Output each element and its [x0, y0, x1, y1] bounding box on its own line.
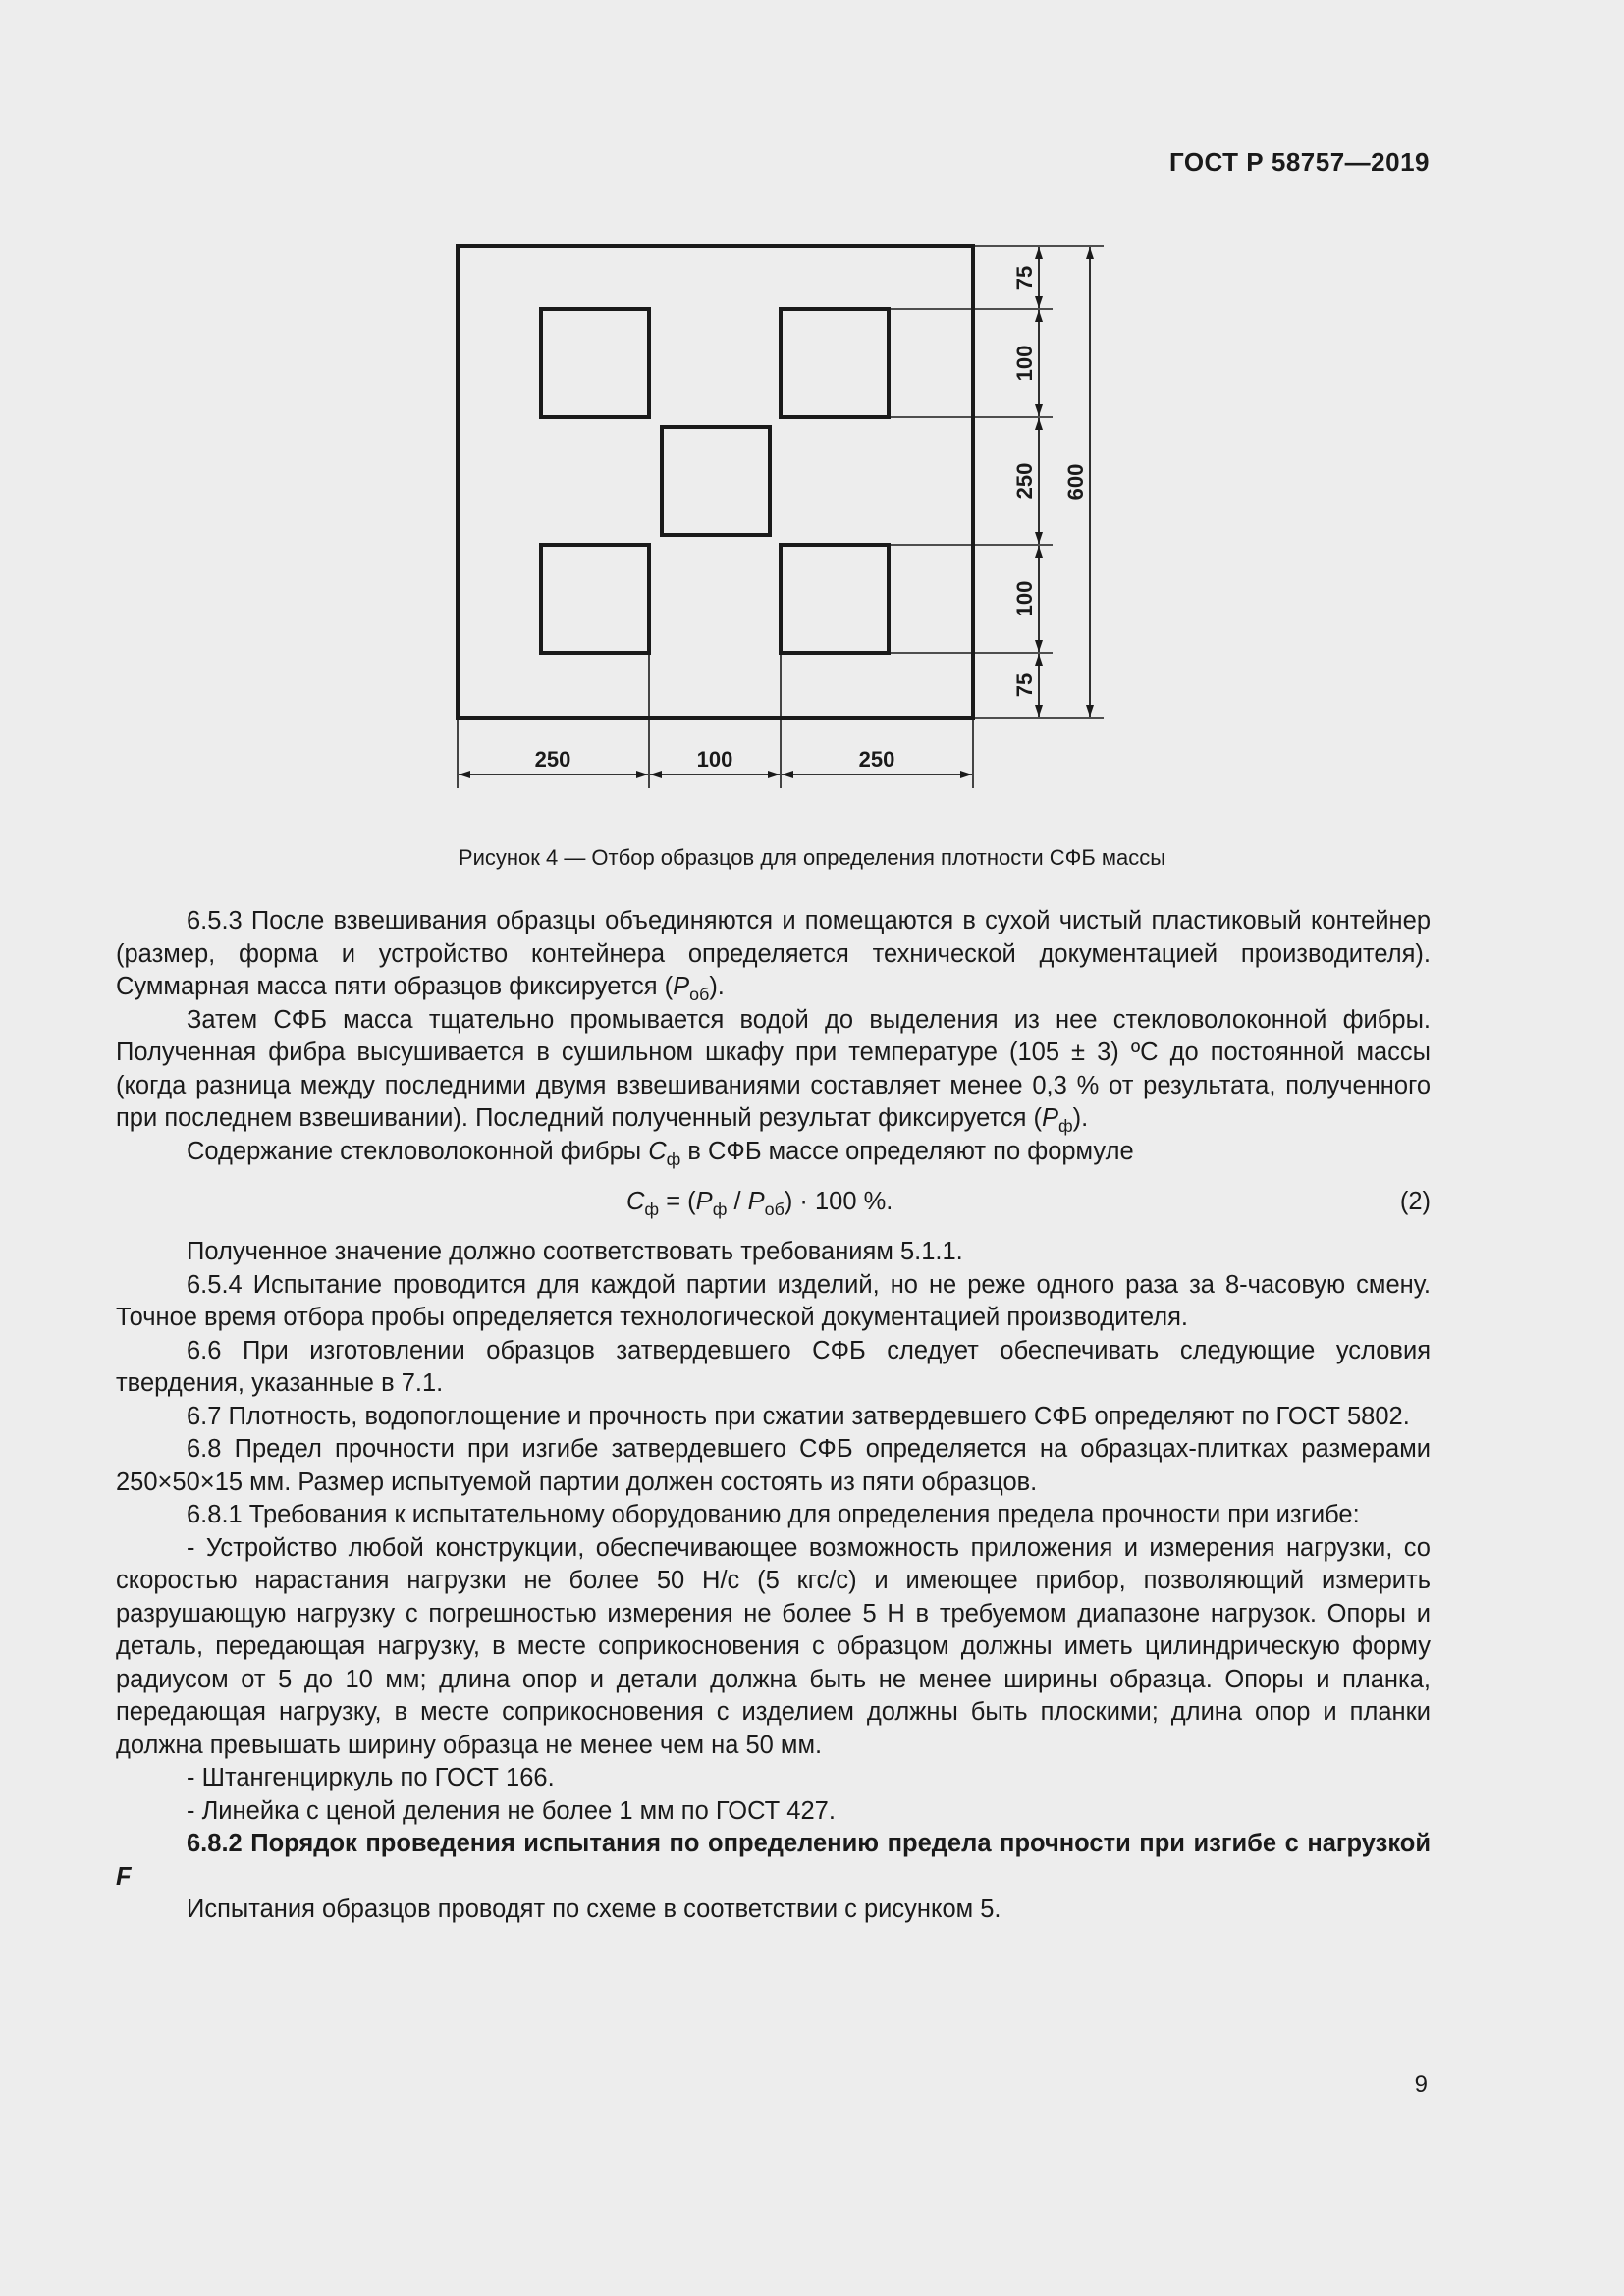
list-item-caliper: - Штангенциркуль по ГОСТ 166. — [187, 1764, 555, 1791]
dim-label-100-bottom-mid: 100 — [696, 747, 733, 772]
paragraph-requirements: Полученное значение должно соответствовать требованиям 5.1.1. — [187, 1238, 963, 1265]
page-number: 9 — [1414, 2071, 1428, 2098]
list-item-device: - Устройство любой конструкции, обеспечивающее возможность приложения и измерения нагрузки, со скоростью нарастания нагрузки не более 50 Н/с (5 кгс/с) и имеющее прибор, позволяющий измерить разрушающую нагрузку с погрешностью измерения не более 5 Н в требуемом диапазоне нагрузок. Опоры и деталь, передающая нагрузку, в месте соприкосновения с образцом должны иметь цилиндрическую форму радиусом от 5 до 10 мм; длина опор и детали должна быть не менее ширины образца. Опоры и планка, передающая нагрузку, в месте соприкосновения с изделием должны быть плоскими; длина опор и планки должна превышать ширину образца не менее чем на 50 мм. — [116, 1533, 1431, 1759]
dim-label-75-top: 75 — [1012, 265, 1037, 291]
document-code: ГОСТ Р 58757—2019 — [1168, 147, 1430, 177]
formula-expression: $С_ф = (P_ф / P_{об}) \cdot 100$ %. — [626, 1188, 893, 1219]
sampling-figure — [0, 0, 1624, 844]
sample-center — [662, 427, 770, 535]
dim-label-100-bottom: 100 — [1012, 580, 1037, 617]
dimension-labels-bottom — [535, 747, 895, 772]
paragraph-6-5-4: 6.5.4 Испытание проводится для каждой партии изделий, но не реже одного раза за 8-часовую смену. Точное время отбора пробы определяется технологической документацией производителя. — [116, 1270, 1431, 1331]
sample-bottom-left — [541, 545, 649, 653]
paragraph-washing: Затем СФБ масса тщательно промывается водой до выделения из нее стекловолоконной фибры. Полученная фибра высушивается в сушильном шкафу при температуре (105 ± 3) ºС до постоянной массы (когда разница между последними двумя взвешиваниями составляет менее 0,3 % от результата, полученного при последнем взвешивании). Последний полученный результат фиксируется $(P_ф)$. — [116, 1005, 1431, 1136]
dim-label-75-bottom: 75 — [1012, 672, 1037, 698]
paragraph-6-8: 6.8 Предел прочности при изгибе затвердевшего СФБ определяется на образцах-плитках размерами 250×50×15 мм. Размер испытуемой партии должен состоять из пяти образцов. — [116, 1435, 1431, 1496]
paragraph-6-7: 6.7 Плотность, водопоглощение и прочность при сжатии затвердевшего СФБ определяют по ГОСТ 5802. — [187, 1402, 1410, 1430]
paragraph-fiber-content: Содержание стекловолоконной фибры $С_ф$ в СФБ массе определяют по формуле — [187, 1137, 1134, 1169]
formula-number: (2) — [1399, 1188, 1431, 1215]
slab-outline — [458, 246, 973, 718]
dim-label-600: 600 — [1063, 463, 1088, 501]
body-text — [116, 905, 1431, 1927]
sample-top-left — [541, 309, 649, 417]
paragraph-6-8-1: 6.8.1 Требования к испытательному оборудованию для определения предела прочности при изгибе: — [187, 1501, 1360, 1528]
formula-2 — [116, 1174, 1431, 1230]
sample-bottom-right — [781, 545, 889, 653]
list-item-ruler: - Линейка с ценой деления не более 1 мм по ГОСТ 427. — [187, 1796, 836, 1825]
paragraph-6-5-3: 6.5.3 После взвешивания образцы объединяются и помещаются в сухой чистый пластиковый контейнер (размер, форма и устройство контейнера определяется технической документацией производителя). Суммарная масса пяти образцов фиксируется $(P_{об})$. — [116, 907, 1431, 1004]
paragraph-test-scheme: Испытания образцов проводят по схеме в соответствии с рисунком 5. — [187, 1896, 1001, 1923]
heading-6-8-2: 6.8.2 Порядок проведения испытания по определению предела прочности при изгибе с нагрузкой F — [116, 1830, 1431, 1891]
paragraph-6-6: 6.6 При изготовлении образцов затвердевшего СФБ следует обеспечивать следующие условия твердения, указанные в 7.1. — [116, 1336, 1431, 1397]
dim-label-250-right: 250 — [858, 747, 895, 772]
dim-label-250-left: 250 — [534, 747, 571, 772]
dimension-labels-right — [1012, 266, 1088, 697]
sample-top-right — [781, 309, 889, 417]
dim-label-250: 250 — [1012, 462, 1037, 500]
dim-label-100-top: 100 — [1012, 345, 1037, 382]
figure-caption: Рисунок 4 — Отбор образцов для определения плотности СФБ массы — [458, 845, 1166, 870]
